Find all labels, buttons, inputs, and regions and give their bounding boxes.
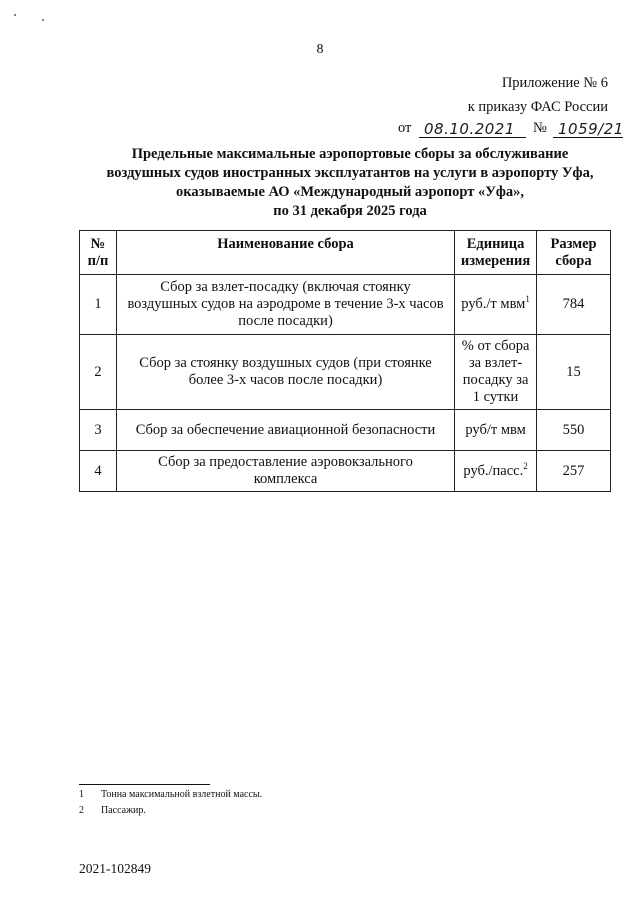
annex-order: к приказу ФАС России — [467, 99, 608, 115]
page-number: 8 — [316, 42, 324, 57]
scan-speck — [42, 19, 44, 21]
footnote-text: Тонна максимальной взлетной массы. — [101, 789, 263, 800]
header-name: Наименование сбора — [116, 231, 454, 275]
document-title — [60, 145, 640, 221]
footnote — [79, 789, 262, 800]
annex-title: Приложение № 6 — [501, 75, 608, 91]
fees-table — [79, 230, 611, 492]
header-num: № п/п — [80, 231, 117, 275]
row-unit: руб/т мвм — [455, 410, 537, 451]
header-unit: Единица измерения — [455, 231, 537, 275]
row-fee-name: Сбор за предоставление аэровокзального комплекса — [116, 451, 454, 492]
table-row — [80, 335, 611, 410]
row-num: 3 — [80, 410, 117, 451]
footnote-text: Пассажир. — [101, 805, 146, 816]
date-handwritten: 08.10.2021 — [424, 120, 515, 138]
row-value: 784 — [537, 275, 611, 335]
title-line: по 31 декабря 2025 года — [273, 203, 427, 219]
scan-speck — [14, 14, 16, 16]
number-handwritten: 1059/21 — [558, 120, 624, 138]
row-unit: руб./т мвм$^1$ — [455, 275, 537, 335]
row-num: 4 — [80, 451, 117, 492]
title-line: Предельные максимальные аэропортовые сборы за обслуживание — [131, 146, 569, 162]
row-value: 257 — [537, 451, 611, 492]
row-unit: руб./пасс.$^2$ — [455, 451, 537, 492]
row-value: 550 — [537, 410, 611, 451]
row-fee-name: Сбор за стоянку воздушных судов (при стоянке более 3-х часов после посадки) — [116, 335, 454, 410]
table-row — [80, 451, 611, 492]
row-value: 15 — [537, 335, 611, 410]
number-label: № — [533, 120, 547, 136]
footnote-number: 2 — [79, 805, 84, 816]
row-fee-name: Сбор за обеспечение авиационной безопасности — [116, 410, 454, 451]
footnote-number: 1 — [79, 789, 84, 800]
title-line: оказываемые АО «Международный аэропорт «Уфа», — [175, 184, 525, 200]
footnote-separator — [79, 784, 210, 785]
row-unit: % от сбора за взлет- посадку за 1 сутки — [455, 335, 537, 410]
document-number: 2021-102849 — [79, 861, 151, 876]
table-row — [80, 275, 611, 335]
footnote — [79, 805, 146, 816]
title-line: воздушных судов иностранных эксплуатантов на услуги в аэропорту Уфа, — [106, 165, 594, 181]
annex-date-number-line — [398, 118, 623, 138]
row-fee-name: Сбор за взлет-посадку (включая стоянку воздушных судов на аэродроме в течение 3-х часов после посадки) — [116, 275, 454, 335]
row-num: 1 — [80, 275, 117, 335]
table-row — [80, 410, 611, 451]
date-label: от — [398, 120, 412, 136]
row-num: 2 — [80, 335, 117, 410]
header-size: Размер сбора — [537, 231, 611, 275]
table-header-row — [80, 231, 611, 275]
